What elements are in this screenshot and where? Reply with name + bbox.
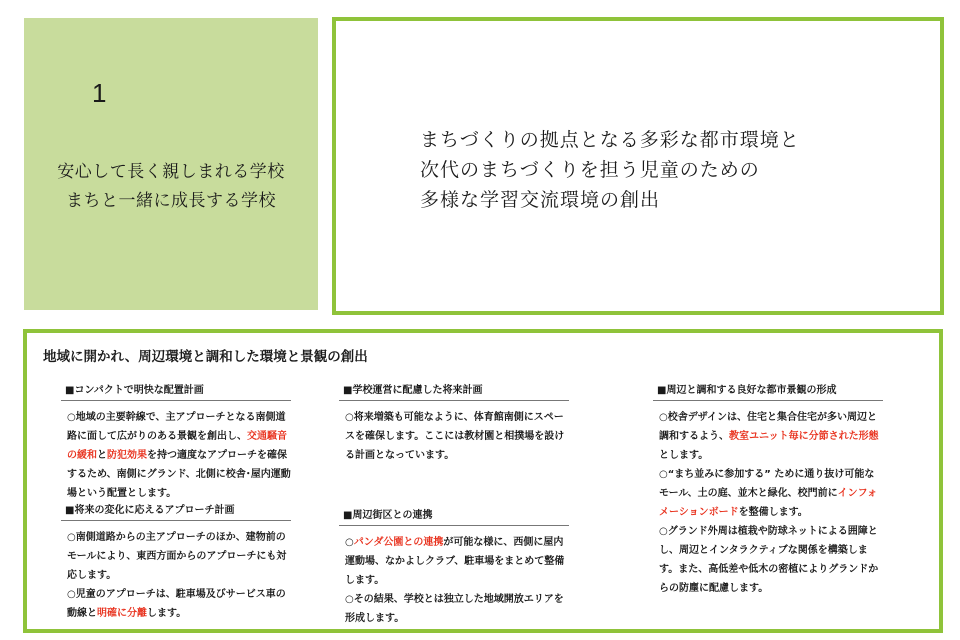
main-statement-line3: 多様な学習交流環境の創出 [420,189,661,211]
policy-section-neighborhood [339,506,569,628]
section-title: ■周辺と調和する良好な都市景観の形成 [653,381,883,401]
main-statement [420,125,800,215]
section-body [61,408,291,503]
section-body [339,533,569,628]
body-text: ○その結果、学校とは独立した地域開放エリアを形成します。 [345,594,564,624]
body-text: ○校舎デザインは、住宅と集合住宅が多い周辺と調和するよう、 [659,412,878,442]
body-text: します。 [147,608,187,619]
body-text: ○地域の主要幹線で、主アプローチとなる南側道路に面して広がりのある景観を創出し、 [67,412,286,442]
section-title: ■周辺街区との連携 [339,506,569,526]
highlight-text: パンダ公園との連携 [353,537,444,548]
highlight-text: 明確に分離 [97,608,147,619]
main-statement-panel [332,17,944,315]
body-text: とします。 [659,450,709,461]
body-text: ○ [345,537,354,548]
policy-section-future [339,381,569,465]
highlight-text: 交通騒音の緩和 [67,431,287,461]
policy-heading: 地域に開かれ、周辺環境と調和した環境と景観の創出 [43,349,368,365]
main-statement-line1: まちづくりの拠点となる多彩な都市環境と [420,129,800,151]
section-body [61,528,291,623]
concept-number-panel [24,18,318,310]
body-text: と [97,450,107,461]
body-text: が可能な様に、西側に屋内運動場、なかよしクラブ、駐車場をまとめて整備します。 [345,537,565,586]
highlight-text: インフォメーションボード [659,488,878,518]
section-title: ■学校運営に配慮した将来計画 [339,381,569,401]
concept-number: 1 [92,78,107,108]
section-title: ■将来の変化に応えるアプローチ計画 [61,501,291,521]
highlight-text: 防犯効果 [107,450,147,461]
concept-title [24,158,318,216]
policy-section-townscape [653,381,883,598]
section-body [653,408,883,598]
section-title: ■コンパクトで明快な配置計画 [61,381,291,401]
section-body [339,408,569,465]
body-text: ○児童のアプローチは、駐車場及びサービス車の動線と [67,589,286,619]
body-text: ○グランド外周は植栽や防球ネットによる囲障とし、周辺とインタラクティブな関係を構築します。また、高低差や低木の密植によりグランドからの防塵に配慮します。 [659,526,879,594]
body-text: ○将来増築も可能なように、体育館南側にスペースを確保します。ここには教材園と相撲場を設ける計画となっています。 [345,412,565,461]
concept-title-line1: 安心して長く親しまれる学校 [57,162,285,182]
policy-panel [23,329,943,633]
body-text: ○“まち並みに参加する” ために通り抜け可能なモール、土の庭、並木と緑化、校門前に [659,469,875,499]
concept-title-line2: まちと一緒に成長する学校 [66,191,276,211]
policy-section-layout [61,381,291,503]
body-text: を持つ適度なアプローチを確保するため、南側にグランド、北側に校舎･屋内運動場という配置とします。 [67,450,291,499]
policy-section-approach [61,501,291,623]
main-statement-line2: 次代のまちづくりを担う児童のための [420,159,760,181]
body-text: ○南側道路からの主アプローチのほか、建物前のモールにより、東西方面からのアプローチにも対応します。 [67,532,287,581]
body-text: を整備します。 [738,507,808,518]
highlight-text: 教室ユニット毎に分節された形態 [729,431,879,442]
